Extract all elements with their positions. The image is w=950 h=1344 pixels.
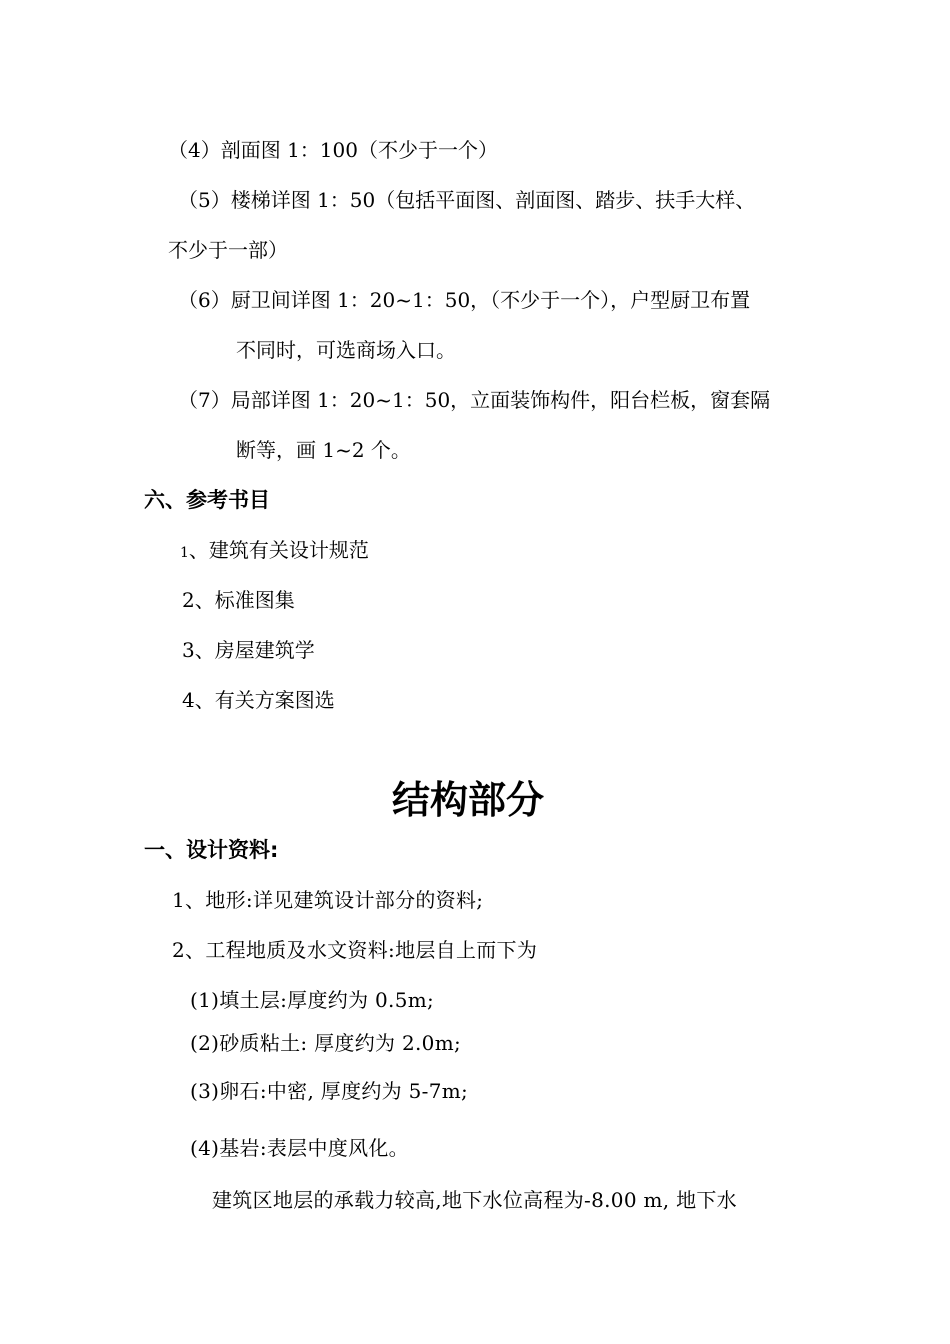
item-section-drawing: （4）剖面图 1：100（不少于一个） — [168, 138, 498, 162]
reference-number: 3 — [182, 638, 195, 662]
reference-item — [182, 636, 315, 664]
reference-number: 4 — [182, 688, 195, 712]
reference-item — [182, 686, 335, 714]
geology-item: 2、工程地质及水文资料:地层自上而下为 — [172, 938, 538, 962]
item-kitchen-bath-detail-cont: 不同时，可选商场入口。 — [236, 338, 456, 362]
groundwater-paragraph: 建筑区地层的承载力较高,地下水位高程为-8.00 m, 地下水 — [212, 1188, 737, 1212]
reference-text: 、房屋建筑学 — [194, 638, 315, 662]
item-partial-detail-cont: 断等，画 1~2 个。 — [236, 438, 411, 462]
reference-text: 、有关方案图选 — [194, 688, 335, 712]
terrain-item: 1、地形:详见建筑设计部分的资料; — [172, 888, 484, 912]
item-stair-detail-cont: 不少于一部） — [168, 238, 288, 262]
reference-item — [182, 586, 295, 614]
layer-bedrock: (4)基岩:表层中度风化。 — [190, 1136, 409, 1160]
layer-pebble: (3)卵石:中密, 厚度约为 5-7m; — [190, 1079, 469, 1103]
design-data-heading: 一、设计资料: — [144, 838, 279, 862]
reference-text: 、建筑有关设计规范 — [188, 538, 369, 562]
item-partial-detail: （7）局部详图 1：20~1：50，立面装饰构件，阳台栏板，窗套隔 — [178, 388, 771, 412]
item-stair-detail: （5）楼梯详图 1：50（包括平面图、剖面图、踏步、扶手大样、 — [178, 188, 756, 212]
reference-number: 2 — [182, 588, 195, 612]
item-kitchen-bath-detail: （6）厨卫间详图 1：20~1：50，（不少于一个），户型厨卫布置 — [178, 288, 751, 312]
reference-text: 、标准图集 — [194, 588, 295, 612]
references-heading: 六、参考书目 — [144, 488, 270, 512]
layer-fill-soil: (1)填土层:厚度约为 0.5m; — [190, 988, 435, 1012]
structure-section-title: 结构部分 — [392, 778, 545, 822]
layer-sandy-clay: (2)砂质粘土: 厚度约为 2.0m; — [190, 1031, 461, 1055]
reference-item — [180, 536, 369, 567]
reference-number: 1 — [180, 545, 189, 561]
